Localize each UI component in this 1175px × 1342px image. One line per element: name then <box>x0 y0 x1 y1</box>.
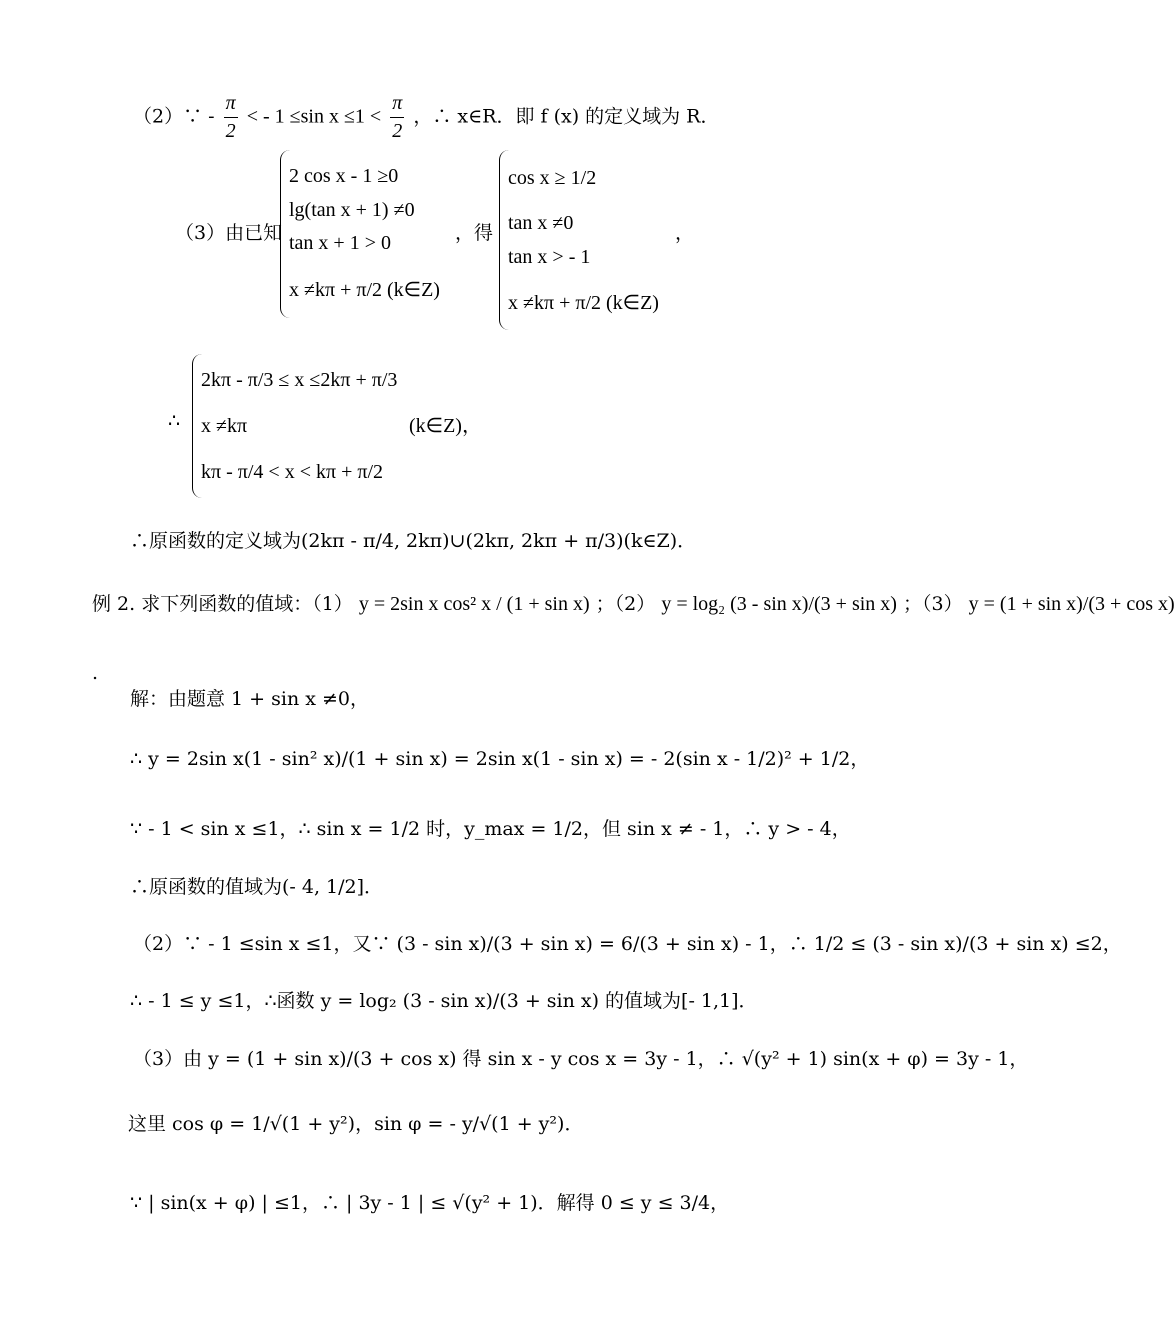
solution-line: ∴原函数的值域为(- 4, 1/2]． <box>130 876 384 898</box>
system-row: tan x > - 1 <box>508 246 591 268</box>
system-row: tan x ≠0 <box>508 212 574 234</box>
system-row: x ≠kπ + π/2 (k∈Z) <box>289 279 440 301</box>
system-row: tan x + 1 > 0 <box>289 232 391 254</box>
line-1 <box>133 92 720 143</box>
formula: y = (1 + sin x)/(3 + cos x) <box>968 593 1175 615</box>
obtain-label: ，得 <box>455 222 494 244</box>
system-row-suffix: (k∈Z)， <box>409 415 482 437</box>
denominator: 2 <box>225 120 236 142</box>
system-row: kπ - π/4 < x < kπ + π/2 <box>201 461 384 483</box>
denominator: 2 <box>392 120 403 142</box>
numerator: π <box>390 92 404 118</box>
period: . <box>92 662 99 684</box>
system-3 <box>192 354 493 498</box>
text-segment: ；（2） <box>595 593 656 615</box>
fraction <box>390 92 404 143</box>
text-segment: ，∴ x∈R．即 f (x) 的定义域为 R． <box>413 105 720 128</box>
text-segment: 例 2. 求下列函数的值域：（1） <box>92 593 353 615</box>
solution-line: ∵ - 1 < sin x ≤1，∴ sin x = 1/2 时，y_max = 1/2，但 sin x ≠ - 1，∴ y > - 4， <box>130 818 851 840</box>
system-row: lg(tan x + 1) ≠0 <box>289 199 415 221</box>
formula: y = 2sin x cos² x / (1 + sin x) <box>358 593 590 615</box>
solution-line: （3）由 y = (1 + sin x)/(3 + cos x) 得 sin x - y cos x = 3y - 1，∴ √(y² + 1) sin(x + φ) = 3y - 1， <box>133 1048 1029 1070</box>
solution-line: ∴ y = 2sin x(1 - sin² x)/(1 + sin x) = 2sin x(1 - sin x) = - 2(sin x - 1/2)² + 1/2， <box>130 748 870 770</box>
solution-line: ∴ - 1 ≤ y ≤1，∴函数 y = log₂ (3 - sin x)/(3 + sin x) 的值域为[- 1,1]． <box>130 990 758 1012</box>
system-row: x ≠kπ <box>201 415 248 437</box>
example-2-heading <box>92 594 1175 614</box>
system-row: cos x ≥ 1/2 <box>508 167 597 189</box>
solution-line: 解：由题意 1 + sin x ≠0， <box>130 688 369 710</box>
text-segment: < - 1 ≤sin x ≤1 < <box>246 105 382 128</box>
formula: y = log₂ (3 - sin x)/(3 + sin x) <box>661 593 897 615</box>
system-2 <box>499 150 680 330</box>
domain-result: ∴原函数的定义域为(2kπ - π/4, 2kπ)∪(2kπ, 2kπ + π/3)(k∈Z)． <box>130 530 697 552</box>
text-segment: （2）∵ - <box>133 105 215 128</box>
text-segment: ；（3） <box>902 593 963 615</box>
therefore-symbol: ∴ <box>168 410 181 432</box>
system-row: 2kπ - π/3 ≤ x ≤2kπ + π/3 <box>201 369 398 391</box>
given-label: （3）由已知 <box>175 222 283 244</box>
fraction <box>224 92 238 143</box>
system-row: 2 cos x - 1 ≥0 <box>289 165 399 187</box>
solution-line: （2）∵ - 1 ≤sin x ≤1，又∵ (3 - sin x)/(3 + sin x) = 6/(3 + sin x) - 1，∴ 1/2 ≤ (3 - sin x)/(3 + sin x) ≤2， <box>133 933 1122 955</box>
numerator: π <box>224 92 238 118</box>
system-1 <box>280 150 461 318</box>
solution-line: ∵ | sin(x + φ) | ≤1，∴ | 3y - 1 | ≤ √(y² + 1)．解得 0 ≤ y ≤ 3/4， <box>130 1192 730 1214</box>
comma: ， <box>675 222 695 244</box>
solution-line: 这里 cos φ = 1/√(1 + y²)，sin φ = - y/√(1 + y²)． <box>128 1113 584 1135</box>
system-row: x ≠kπ + π/2 (k∈Z) <box>508 292 659 314</box>
